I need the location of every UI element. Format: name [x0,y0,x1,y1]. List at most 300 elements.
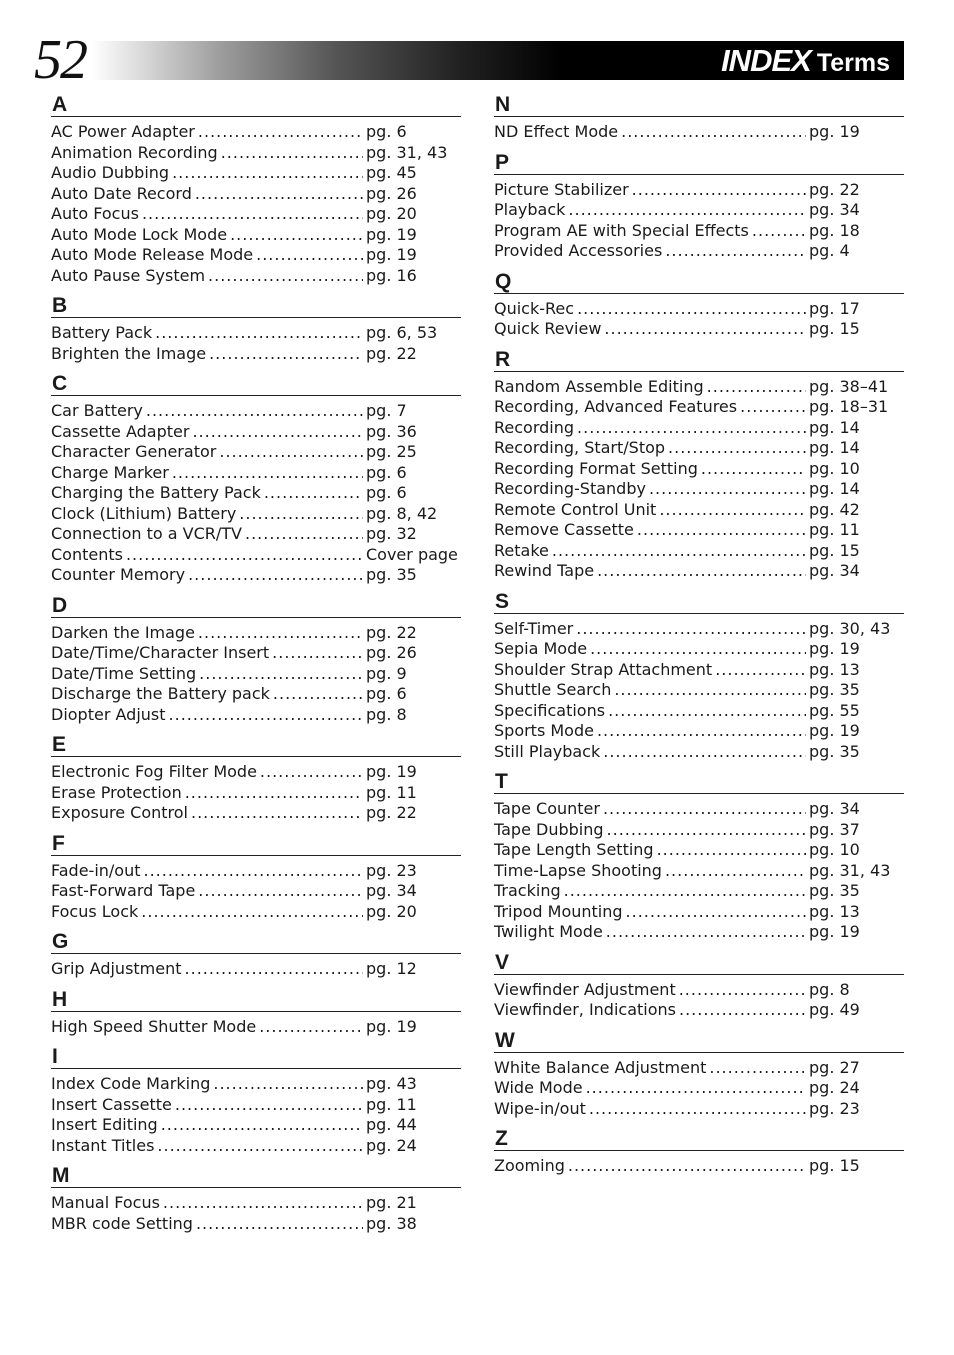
index-entry [494,200,904,221]
section-letter: F [51,831,461,856]
dot-leader [259,1017,363,1038]
entry-page: pg. 22 [366,343,417,363]
entry-page: pg. 24 [809,1078,860,1097]
dot-leader [665,241,806,262]
index-entry [494,1099,904,1120]
entry-page: pg. 9 [366,663,407,683]
index-entry [494,397,904,418]
entry-page: pg. 35 [366,565,417,584]
dot-leader [198,623,363,644]
section-letter: Q [494,269,904,294]
entry-page: pg. 20 [366,901,417,921]
dot-leader [272,643,363,664]
dot-leader [185,783,363,804]
index-entry [51,225,461,246]
dot-leader [260,762,363,783]
index-section [494,92,904,150]
index-entry [494,861,904,882]
index-entry [494,902,904,923]
dot-leader [564,881,806,902]
index-section [51,92,461,293]
index-section [51,293,461,371]
entry-term: Tripod Mounting [494,901,623,921]
entry-term: Viewfinder, Indications [494,1000,676,1019]
dot-leader [637,520,806,541]
index-entry [51,623,461,644]
index-entry [51,643,461,664]
dot-leader [191,803,363,824]
entry-term: Darken the Image [51,622,195,642]
dot-leader [707,377,806,398]
section-letter: I [51,1044,461,1069]
index-entry [494,820,904,841]
index-section [494,1028,904,1127]
index-entry [494,241,904,262]
index-entry [494,639,904,660]
header-title-main: INDEX [721,43,811,78]
index-entry [494,742,904,763]
index-entry [51,565,461,586]
entry-page: pg. 19 [809,639,860,658]
entry-page: pg. 19 [809,122,860,141]
dot-leader [230,225,363,246]
entry-page: pg. 11 [809,520,860,539]
entry-page: pg. 14 [809,438,860,457]
entry-term: Still Playback [494,741,601,761]
section-letter: W [494,1028,904,1053]
dot-leader [606,922,806,943]
index-entry [51,143,461,164]
section-letter: N [494,92,904,117]
index-entry [494,1078,904,1099]
index-entry [494,980,904,1001]
entry-page: pg. 31, 43 [809,860,891,880]
header-title [721,41,890,80]
entry-term: Viewfinder Adjustment [494,979,676,999]
index-entry [51,881,461,902]
entry-page: pg. 22 [366,803,417,822]
entry-page: pg. 26 [366,183,417,203]
entry-page: pg. 13 [809,659,860,679]
entry-term: Shoulder Strap Attachment [494,659,713,679]
entry-term: Remote Control Unit [494,499,657,519]
index-section [494,950,904,1028]
index-section [494,347,904,589]
index-section [494,1126,904,1184]
dot-leader [188,565,363,586]
entry-term: Wipe-in/out [494,1098,586,1118]
entry-term: Sepia Mode [494,639,588,658]
dot-leader [586,1078,806,1099]
entry-term: Recording-Standby [494,479,646,498]
dot-leader [665,861,806,882]
dot-leader [568,1156,806,1177]
entry-term: Date/Time Setting [51,663,197,683]
entry-page: pg. 23 [366,860,417,880]
dot-leader [589,1099,806,1120]
dot-leader [568,200,806,221]
index-entry [51,401,461,422]
entry-term: Fade-in/out [51,860,141,880]
entry-term: Index Code Marking [51,1074,211,1093]
index-entry [51,184,461,205]
entry-term: Focus Lock [51,901,139,921]
index-section [51,1044,461,1163]
dot-leader [590,639,806,660]
entry-term: Retake [494,540,549,560]
index-entry [494,619,904,640]
dot-leader [715,660,806,681]
entry-term: Grip Adjustment [51,959,182,978]
entry-page: pg. 13 [809,901,860,921]
index-section [51,593,461,733]
entry-page: pg. 35 [809,881,860,900]
index-entry [51,1095,461,1116]
entry-page: pg. 6 [366,684,407,703]
index-entry [51,545,461,566]
dot-leader [273,684,363,705]
entry-page: pg. 30, 43 [809,618,891,638]
section-letter: A [51,92,461,117]
entry-term: Remove Cassette [494,520,634,539]
dot-leader [192,422,363,443]
entry-page: pg. 14 [809,417,860,437]
page-number: 52 [34,29,86,91]
entry-term: Date/Time/Character Insert [51,643,270,662]
entry-page: pg. 45 [366,163,417,182]
index-entry [494,541,904,562]
section-letter: T [494,769,904,794]
index-entry [51,902,461,923]
index-entry [51,1193,461,1214]
entry-page: pg. 38 [366,1213,417,1233]
index-entry [494,881,904,902]
entry-page: pg. 18–31 [809,397,889,416]
entry-term: Discharge the Battery pack [51,684,270,703]
index-entry [494,840,904,861]
entry-page: pg. 8 [366,704,407,724]
entry-page: pg. 6 [366,122,407,141]
dot-leader [146,401,363,422]
entry-term: Charging the Battery Pack [51,483,261,502]
dot-leader [198,881,363,902]
entry-page: pg. 38–41 [809,376,889,396]
entry-term: White Balance Adjustment [494,1057,707,1077]
index-entry [494,122,904,143]
entry-page: pg. 19 [366,224,417,244]
index-entry [494,701,904,722]
index-entry [51,422,461,443]
entry-page: pg. 34 [809,200,860,219]
entry-term: Recording, Start/Stop [494,438,666,457]
index-entry [51,861,461,882]
entry-page: pg. 18 [809,220,860,240]
entry-page: pg. 4 [809,241,850,260]
entry-page: pg. 22 [809,179,860,199]
index-entry [494,319,904,340]
entry-page: pg. 15 [809,319,860,338]
dot-leader [161,1115,363,1136]
entry-page: pg. 34 [809,561,860,580]
dot-leader [196,1214,363,1235]
dot-leader [185,959,363,980]
entry-term: Picture Stabilizer [494,179,629,199]
entry-page: pg. 19 [366,245,417,264]
entry-term: Electronic Fog Filter Mode [51,762,257,781]
dot-leader [195,184,363,205]
dot-leader [709,1058,806,1079]
entry-page: pg. 34 [809,799,860,818]
dot-leader [603,799,806,820]
entry-term: Tape Length Setting [494,840,654,859]
section-letter: E [51,732,461,757]
entry-term: Brighten the Image [51,343,207,363]
entry-term: Recording [494,417,575,437]
index-entry [494,1058,904,1079]
entry-term: Specifications [494,700,606,720]
entry-term: Recording Format Setting [494,458,698,478]
entry-page: pg. 6, 53 [366,323,438,342]
dot-leader [597,721,806,742]
entry-page: pg. 37 [809,819,860,839]
dot-leader [213,1074,363,1095]
entry-page: pg. 19 [809,922,860,941]
entry-page: pg. 11 [366,782,417,802]
section-letter: C [51,371,461,396]
index-section [51,1163,461,1241]
entry-page: pg. 15 [809,540,860,560]
dot-leader [626,902,806,923]
dot-leader [169,705,363,726]
entry-page: pg. 26 [366,643,417,662]
entry-page: pg. 43 [366,1074,417,1093]
index-entry [51,245,461,266]
index-entry [51,463,461,484]
index-entry [51,524,461,545]
index-entry [494,500,904,521]
entry-page: pg. 31, 43 [366,142,448,162]
dot-leader [614,680,806,701]
header-bar [92,41,904,80]
index-entry [494,459,904,480]
index-entry [494,1156,904,1177]
entry-page: pg. 27 [809,1057,860,1077]
entry-page: pg. 32 [366,524,417,543]
dot-leader [604,319,806,340]
entry-page: pg. 20 [366,204,417,223]
dot-leader [175,1095,363,1116]
entry-page: pg. 7 [366,401,407,420]
entry-term: Diopter Adjust [51,704,166,724]
index-entry [51,1214,461,1235]
entry-page: pg. 6 [366,462,407,482]
entry-page: pg. 55 [809,700,860,720]
index-entry [494,721,904,742]
entry-page: pg. 34 [366,881,417,900]
entry-term: Auto Pause System [51,265,206,285]
dot-leader [219,442,363,463]
index-column-left [51,92,461,1241]
entry-page: pg. 35 [809,680,860,699]
index-entry [494,922,904,943]
entry-term: Wide Mode [494,1078,583,1097]
entry-page: pg. 25 [366,442,417,461]
dot-leader [552,541,806,562]
dot-leader [679,980,806,1001]
dot-leader [577,418,806,439]
dot-leader [256,245,363,266]
index-entry [51,163,461,184]
entry-page: pg. 36 [366,421,417,441]
dot-leader [659,500,806,521]
entry-page: pg. 8 [809,979,850,999]
index-section [51,987,461,1045]
entry-page: pg. 16 [366,265,417,285]
index-entry [51,504,461,525]
dot-leader [208,266,363,287]
index-section [494,269,904,347]
index-entry [51,684,461,705]
index-entry [51,344,461,365]
index-entry [51,762,461,783]
section-letter: D [51,593,461,618]
entry-page: pg. 19 [366,762,417,781]
dot-leader [668,438,806,459]
entry-term: Battery Pack [51,323,153,342]
entry-term: Tracking [494,881,561,900]
entry-page: pg. 10 [809,840,860,859]
entry-term: Self-Timer [494,618,574,638]
entry-term: Exposure Control [51,803,188,822]
index-entry [494,1000,904,1021]
dot-leader [245,524,363,545]
dot-leader [264,483,363,504]
dot-leader [142,204,363,225]
dot-leader [632,180,806,201]
entry-page: pg. 23 [809,1098,860,1118]
dot-leader [172,163,363,184]
dot-leader [155,323,363,344]
index-entry [51,1074,461,1095]
entry-term: Insert Editing [51,1115,158,1134]
entry-page: pg. 8, 42 [366,503,438,523]
entry-page: pg. 11 [366,1094,417,1114]
index-entry [51,705,461,726]
index-entry [494,479,904,500]
index-entry [494,799,904,820]
index-entry [494,438,904,459]
entry-term: Car Battery [51,401,143,420]
index-entry [51,783,461,804]
entry-term: Clock (Lithium) Battery [51,503,237,523]
dot-leader [199,664,363,685]
entry-page: pg. 12 [366,959,417,978]
dot-leader [239,504,363,525]
entry-term: Tape Dubbing [494,819,604,839]
entry-term: Fast-Forward Tape [51,881,196,900]
entry-page: pg. 24 [366,1135,417,1155]
section-letter: P [494,150,904,175]
index-section [51,732,461,831]
entry-term: Animation Recording [51,142,218,162]
section-letter: H [51,987,461,1012]
entry-term: AC Power Adapter [51,122,195,141]
index-entry [51,1115,461,1136]
index-entry [494,418,904,439]
dot-leader [163,1193,363,1214]
index-entry [51,959,461,980]
index-entry [51,204,461,225]
entry-page: pg. 44 [366,1115,417,1134]
index-entry [494,221,904,242]
index-entry [494,561,904,582]
entry-term: Auto Date Record [51,183,192,203]
dot-leader [649,479,806,500]
entry-term: Provided Accessories [494,241,663,260]
entry-term: Contents [51,544,123,564]
index-entry [51,483,461,504]
index-entry [51,803,461,824]
entry-term: Random Assemble Editing [494,376,704,396]
dot-leader [577,299,806,320]
entry-term: Zooming [494,1156,565,1175]
dot-leader [608,701,806,722]
index-entry [51,122,461,143]
entry-term: Playback [494,200,566,219]
entry-term: Counter Memory [51,565,186,584]
index-entry [494,299,904,320]
entry-term: Auto Mode Release Mode [51,245,254,264]
section-letter: V [494,950,904,975]
entry-page: pg. 17 [809,298,860,318]
entry-term: Quick-Rec [494,298,575,318]
entry-term: Tape Counter [494,799,600,818]
entry-term: Shuttle Search [494,680,612,699]
index-section [494,769,904,950]
entry-term: Sports Mode [494,721,594,740]
entry-page: pg. 19 [809,721,860,740]
dot-leader [752,221,806,242]
index-entry [494,520,904,541]
entry-page: pg. 10 [809,458,860,478]
entry-term: High Speed Shutter Mode [51,1016,257,1036]
entry-page: pg. 6 [366,483,407,502]
dot-leader [679,1000,806,1021]
entry-page: Cover page [366,544,458,564]
entry-term: Charge Marker [51,462,169,482]
entry-page: pg. 49 [809,1000,860,1019]
section-letter: B [51,293,461,318]
entry-term: Erase Protection [51,782,182,802]
index-section [51,929,461,987]
index-entry [51,1136,461,1157]
dot-leader [157,1136,363,1157]
dot-leader [221,143,363,164]
index-column-right [494,92,904,1184]
entry-page: pg. 21 [366,1193,417,1212]
entry-term: Connection to a VCR/TV [51,524,242,543]
dot-leader [657,840,806,861]
index-entry [51,664,461,685]
entry-term: Audio Dubbing [51,163,170,182]
dot-leader [603,742,806,763]
index-section [494,150,904,269]
dot-leader [701,459,806,480]
section-letter: S [494,589,904,614]
dot-leader [144,861,364,882]
entry-term: Program AE with Special Effects [494,220,749,240]
entry-term: Quick Review [494,319,602,338]
